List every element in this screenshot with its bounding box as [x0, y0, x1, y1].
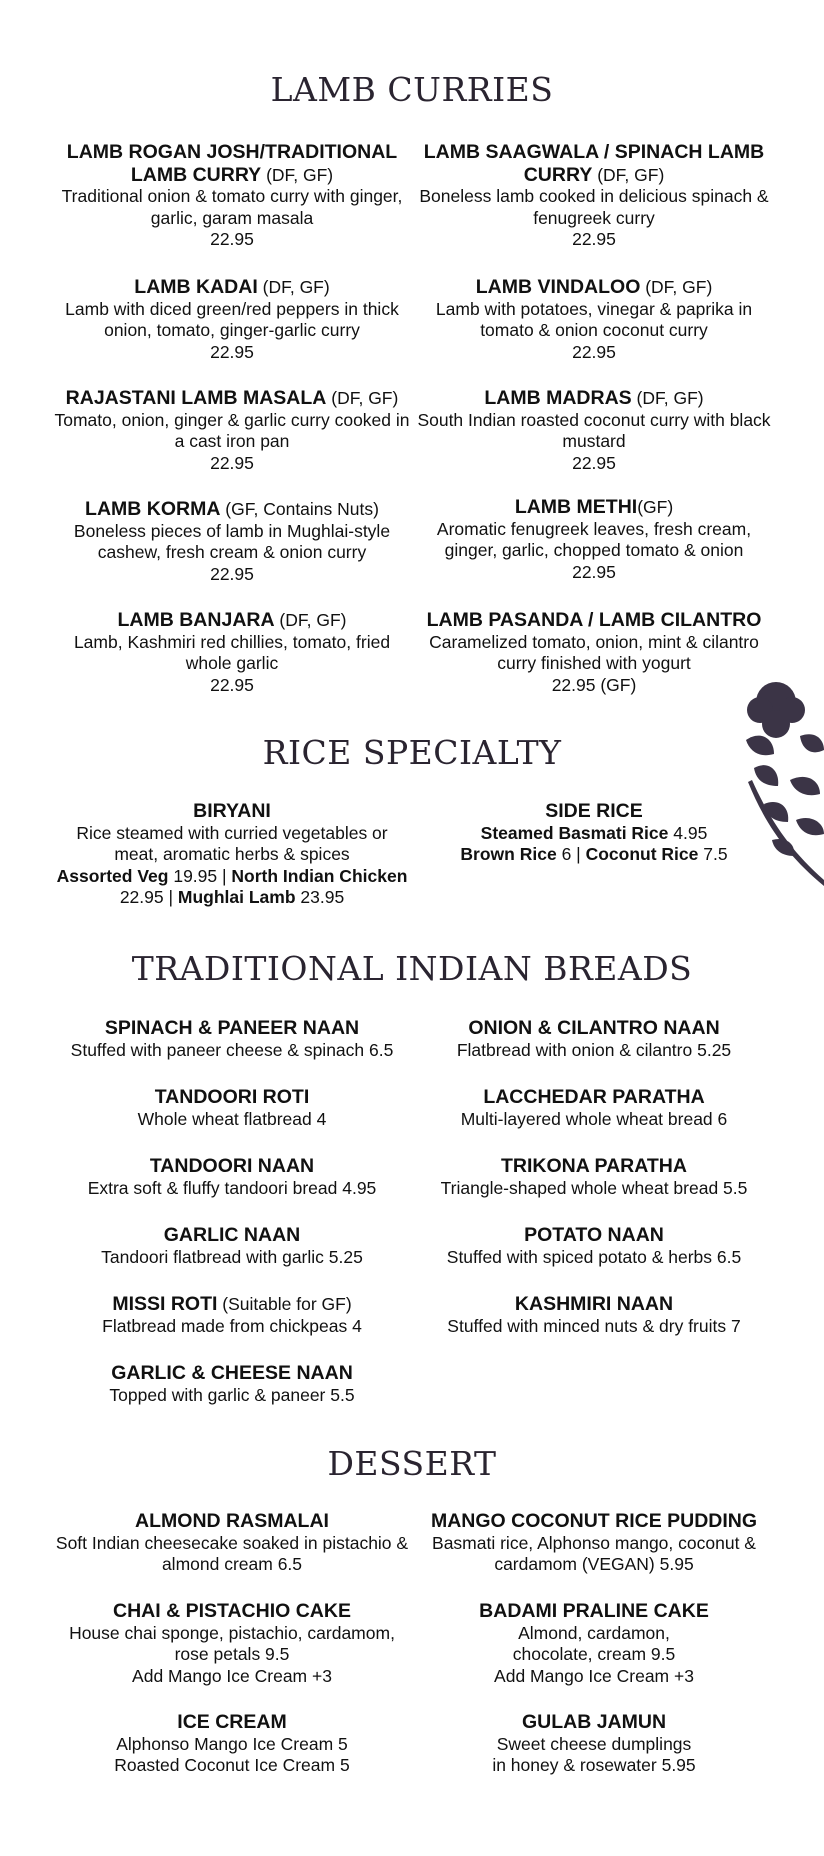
- item-desc: Flatbread with onion & cilantro 5.25: [456, 1039, 732, 1060]
- option-price: 7.5: [698, 844, 728, 864]
- option-name: Mughlai Lamb: [177, 887, 296, 907]
- menu-item: [53, 1711, 411, 1777]
- menu-item: [53, 141, 411, 251]
- item-options: [415, 844, 773, 866]
- item-name: LAMB SAAGWALA / SPINACH LAMB CURRY: [423, 141, 765, 186]
- menu-item: [415, 1600, 773, 1687]
- item-desc: Traditional onion & tomato curry with ginger, garlic, garam masala: [61, 186, 403, 228]
- menu-item: [415, 1711, 773, 1777]
- item-name: LAMB PASANDA / LAMB CILANTRO: [426, 609, 762, 631]
- item-price: 22.95: [210, 563, 254, 584]
- item-name: LAMB KORMA: [85, 498, 221, 520]
- item-desc: Lamb with potatoes, vinegar & paprika in tomato & onion coconut curry: [435, 298, 753, 340]
- item-name: TANDOORI NAAN: [149, 1155, 315, 1177]
- menu-item: [53, 609, 411, 696]
- item-price: 22.95: [572, 229, 616, 249]
- item-desc: House chai sponge, pistachio, cardamom, rose petals 9.5: [69, 1622, 395, 1664]
- item-name: LAMB ROGAN JOSH/TRADITIONAL LAMB CURRY: [66, 141, 398, 186]
- option-name: North Indian Chicken: [231, 865, 408, 886]
- item-tag: (Suitable for GF): [217, 1294, 352, 1314]
- menu-item: [53, 1086, 411, 1130]
- option-price: 4.95: [668, 822, 708, 843]
- option-name: Brown Rice: [460, 844, 557, 864]
- option-name: Coconut Rice: [585, 844, 699, 864]
- rice-specialty-title: RICE SPECIALTY: [262, 733, 562, 772]
- item-desc: Soft Indian cheesecake soaked in pistachio & almond cream 6.5: [55, 1532, 409, 1574]
- item-name: ALMOND RASMALAI: [135, 1510, 329, 1532]
- item-name: MISSI ROTI: [112, 1293, 218, 1315]
- item-desc: Flatbread made from chickpeas 4: [102, 1315, 362, 1336]
- item-desc: Caramelized tomato, onion, mint & cilantro curry finished with yogurt: [429, 631, 759, 673]
- item-desc: Lamb, Kashmiri red chillies, tomato, fried whole garlic: [73, 631, 391, 673]
- item-tag: (GF): [637, 497, 674, 517]
- item-name: LAMB MADRAS: [484, 387, 632, 409]
- menu-item: [415, 1017, 773, 1061]
- item-tag: (GF, Contains Nuts): [220, 499, 379, 519]
- item-desc: Boneless lamb cooked in delicious spinach & fenugreek curry: [419, 186, 769, 228]
- menu-item: [415, 800, 773, 866]
- menu-item: [53, 498, 411, 585]
- item-tag: (DF, GF): [261, 164, 334, 185]
- menu-item: [415, 1224, 773, 1268]
- item-tag: (DF, GF): [274, 610, 347, 630]
- item-price: 22.95: [572, 561, 616, 582]
- menu-item: [415, 496, 773, 583]
- item-desc: Boneless pieces of lamb in Mughlai-style cashew, fresh cream & onion curry: [73, 520, 391, 562]
- item-name: LAMB VINDALOO: [475, 276, 641, 298]
- item-desc: South Indian roasted coconut curry with black mustard: [417, 409, 771, 451]
- item-name: GARLIC & CHEESE NAAN: [111, 1362, 353, 1384]
- item-tag: (DF, GF): [326, 388, 399, 408]
- item-options: [415, 823, 773, 845]
- item-name: LAMB METHI: [514, 496, 638, 518]
- lamb-curries-title: LAMB CURRIES: [270, 70, 554, 109]
- item-desc: Tandoori flatbread with garlic 5.25: [101, 1246, 363, 1267]
- menu-item: [415, 1155, 773, 1199]
- menu-item: [415, 141, 773, 251]
- item-name: GARLIC NAAN: [163, 1224, 301, 1246]
- item-extra: in honey & rosewater 5.95: [492, 1755, 696, 1775]
- dessert-title: DESSERT: [327, 1444, 497, 1483]
- menu-item: [53, 276, 411, 363]
- item-price: 22.95 (GF): [551, 674, 637, 695]
- item-desc: Aromatic fenugreek leaves, fresh cream, ginger, garlic, chopped tomato & onion: [436, 518, 752, 560]
- item-name: TANDOORI ROTI: [154, 1086, 310, 1108]
- item-name: MANGO COCONUT RICE PUDDING: [430, 1510, 758, 1532]
- option-price: 22.95 |: [119, 887, 178, 907]
- menu-item: [53, 1362, 411, 1406]
- item-desc: Tomato, onion, ginger & garlic curry cooked in a cast iron pan: [54, 409, 410, 451]
- item-extra: Roasted Coconut Ice Cream 5: [114, 1755, 350, 1775]
- menu-item: [53, 800, 411, 909]
- item-name: ICE CREAM: [177, 1711, 287, 1733]
- item-tag: (DF, GF): [592, 164, 665, 185]
- item-price: 22.95: [210, 341, 254, 362]
- item-desc: Stuffed with spiced potato & herbs 6.5: [446, 1246, 742, 1267]
- breads-title: TRADITIONAL INDIAN BREADS: [131, 949, 693, 988]
- item-name: LAMB BANJARA: [117, 609, 275, 631]
- menu-item: [415, 387, 773, 474]
- item-price: 22.95: [210, 674, 254, 695]
- item-desc: Stuffed with paneer cheese & spinach 6.5: [70, 1039, 394, 1060]
- item-name: RAJASTANI LAMB MASALA: [65, 387, 327, 409]
- item-desc: Whole wheat flatbread 4: [137, 1108, 327, 1129]
- item-name: SIDE RICE: [545, 800, 643, 822]
- item-name: LAMB KADAI: [134, 276, 258, 298]
- item-desc: Stuffed with minced nuts & dry fruits 7: [447, 1315, 741, 1336]
- option-price: 6 |: [556, 844, 586, 864]
- item-desc: Rice steamed with curried vegetables or meat, aromatic herbs & spices: [76, 822, 388, 864]
- menu-item: [415, 1293, 773, 1337]
- item-name: ONION & CILANTRO NAAN: [468, 1017, 720, 1039]
- item-price: 22.95: [572, 452, 616, 473]
- menu-item: [415, 276, 773, 363]
- menu-item: [53, 387, 411, 474]
- item-name: LACCHEDAR PARATHA: [483, 1086, 705, 1108]
- menu-item: [415, 1086, 773, 1130]
- item-tag: (DF, GF): [257, 277, 330, 297]
- item-name: SPINACH & PANEER NAAN: [104, 1017, 360, 1039]
- item-desc: Triangle-shaped whole wheat bread 5.5: [440, 1177, 748, 1198]
- menu-item: [53, 1224, 411, 1268]
- menu-item: [53, 1155, 411, 1199]
- item-desc: Topped with garlic & paneer 5.5: [109, 1384, 355, 1405]
- option-name: Assorted Veg: [56, 865, 169, 886]
- item-desc: Lamb with diced green/red peppers in thick onion, tomato, ginger-garlic curry: [65, 298, 399, 340]
- item-name: TRIKONA PARATHA: [501, 1155, 687, 1177]
- item-desc: Almond, cardamon, chocolate, cream 9.5: [512, 1622, 676, 1664]
- item-desc: Alphonso Mango Ice Cream 5: [116, 1733, 348, 1754]
- item-extra: Add Mango Ice Cream +3: [494, 1665, 694, 1686]
- item-price: 22.95: [210, 452, 254, 473]
- item-name: BADAMI PRALINE CAKE: [479, 1600, 709, 1622]
- item-desc: Extra soft & fluffy tandoori bread 4.95: [87, 1177, 377, 1198]
- item-options: [53, 866, 411, 909]
- menu-item: [53, 1510, 411, 1576]
- item-desc: Basmati rice, Alphonso mango, coconut & cardamom (VEGAN) 5.95: [432, 1532, 756, 1574]
- option-price: 19.95 |: [168, 865, 232, 886]
- menu-item: [53, 1017, 411, 1061]
- menu-item: [53, 1600, 411, 1687]
- menu-item: [415, 609, 773, 696]
- item-tag: (DF, GF): [640, 277, 713, 297]
- item-name: GULAB JAMUN: [521, 1711, 667, 1733]
- item-desc: Multi-layered whole wheat bread 6: [460, 1108, 728, 1129]
- item-tag: (DF, GF): [631, 388, 704, 408]
- item-price: 22.95: [210, 229, 254, 249]
- item-name: KASHMIRI NAAN: [514, 1293, 674, 1315]
- item-name: BIRYANI: [193, 800, 271, 822]
- item-extra: Add Mango Ice Cream +3: [132, 1665, 332, 1686]
- menu-item: [53, 1293, 411, 1337]
- menu-item: [415, 1510, 773, 1576]
- item-desc: Sweet cheese dumplings: [496, 1733, 692, 1754]
- item-name: POTATO NAAN: [524, 1224, 664, 1246]
- item-name: CHAI & PISTACHIO CAKE: [113, 1600, 351, 1622]
- item-price: 22.95: [572, 341, 616, 362]
- option-price: 23.95: [295, 887, 345, 907]
- option-name: Steamed Basmati Rice: [480, 822, 669, 843]
- flower-icon: [740, 680, 824, 900]
